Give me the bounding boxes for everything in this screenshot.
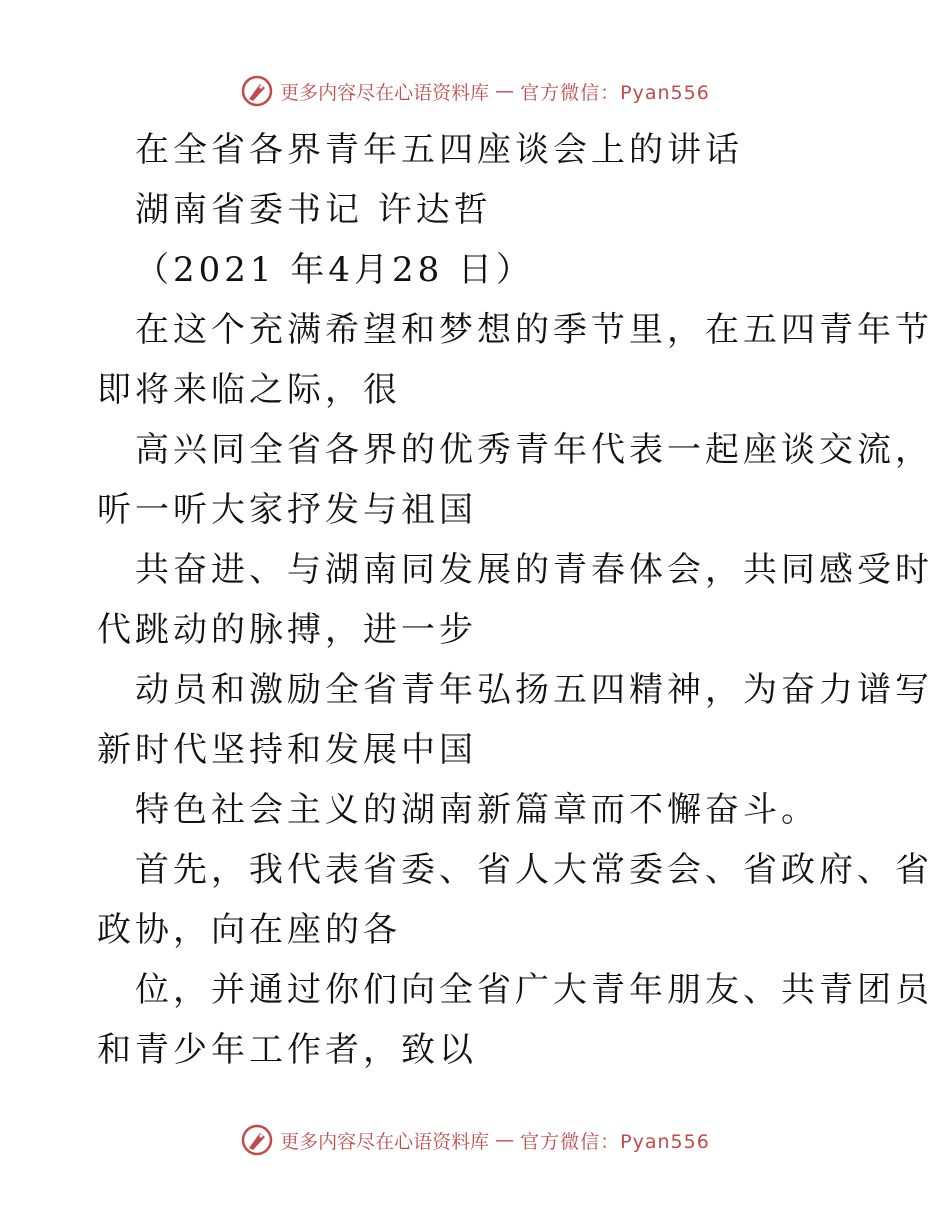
text-line: 新时代坚持和发展中国 [97,730,477,770]
header-watermark [0,74,950,108]
text-line: 代跳动的脉搏，进一步 [97,610,477,650]
watermark-separator: — [495,1129,515,1151]
text-line: 高兴同全省各界的优秀青年代表一起座谈交流， [135,430,933,470]
text-line: 首先，我代表省委、省人大常委会、省政府、省 [135,850,933,890]
text-line: 位，并通过你们向全省广大青年朋友、共青团员 [135,970,933,1010]
watermark-separator: — [495,80,515,102]
text-line: 听一听大家抒发与祖国 [97,490,477,530]
text-line: 动员和激励全省青年弘扬五四精神，为奋力谱写 [135,670,933,710]
text-line: 政协，向在座的各 [97,910,401,950]
pen-nib-logo-icon [240,74,274,108]
watermark-contact: 官方微信：Pyan556 [520,1130,710,1153]
footer-watermark [0,1123,950,1157]
text-line: 在全省各界青年五四座谈会上的讲话 [135,130,743,170]
text-line: 和青少年工作者，致以 [97,1030,477,1070]
text-line: 在这个充满希望和梦想的季节里，在五四青年节 [135,310,933,350]
text-line: 湖南省委书记 许达哲 [135,190,492,230]
watermark-text: 更多内容尽在心语资料库 [280,81,490,104]
watermark-contact: 官方微信：Pyan556 [520,81,710,104]
text-line: 特色社会主义的湖南新篇章而不懈奋斗。 [135,790,819,830]
document-body [97,120,933,1080]
text-line: （2021 年4月28 日） [135,250,535,290]
text-line: 共奋进、与湖南同发展的青春体会，共同感受时 [135,550,933,590]
text-line: 即将来临之际，很 [97,370,401,410]
watermark-text: 更多内容尽在心语资料库 [280,1130,490,1153]
pen-nib-logo-icon [240,1123,274,1157]
